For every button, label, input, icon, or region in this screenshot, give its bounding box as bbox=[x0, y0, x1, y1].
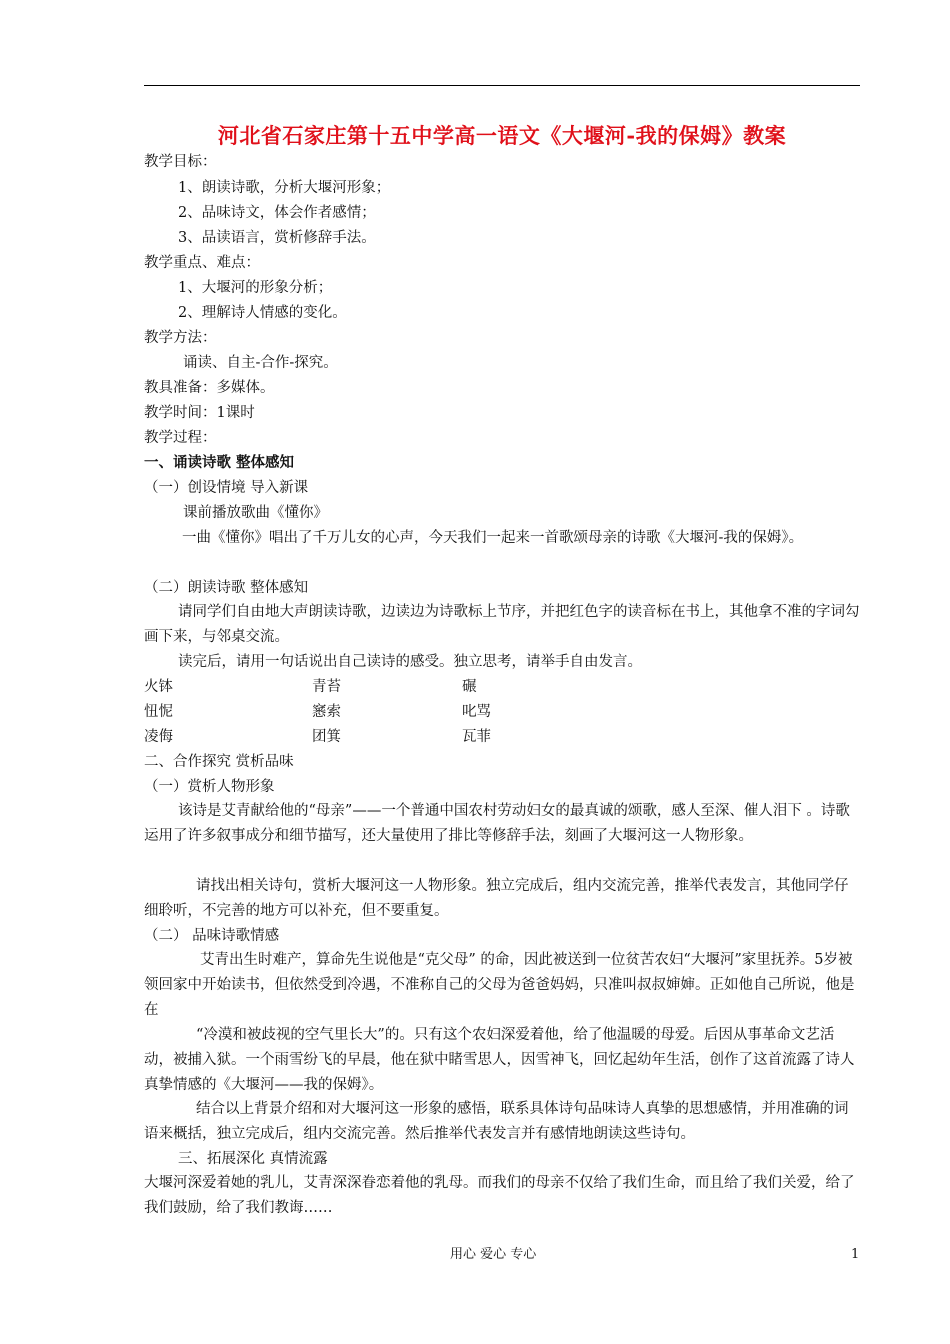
time-line: 教学时间：1课时 bbox=[144, 405, 255, 421]
section-1-heading: 一、诵读诗歌 整体感知 bbox=[144, 454, 295, 471]
paragraph: 请同学们自由地大声朗读诗歌，边读边为诗歌标上节序，并把红色字的读音标在书上，其他拿不准的字词勾画下来，与邻桌交流。 bbox=[144, 604, 860, 645]
key-point-item: 2、理解诗人情感的变化。 bbox=[178, 305, 347, 321]
objective-item: 2、品味诗文，体会作者感情； bbox=[178, 205, 376, 221]
section-2-heading: 二、合作探究 赏析品味 bbox=[144, 754, 294, 770]
objective-item: 1、朗读诗歌，分析大堰河形象； bbox=[178, 180, 391, 196]
key-point-item: 1、大堰河的形象分析； bbox=[178, 280, 333, 296]
paragraph: 读完后，请用一句话说出自己读诗的感受。独立思考，请举手自由发言。 bbox=[178, 654, 642, 670]
paragraph: “冷漠和被歧视的空气里长大”的。只有这个农妇深爱着他，给了他温暖的母爱。后因从事革命文艺活动，被捕入狱。一个雨雪纷飞的早晨，他在狱中睹雪思人，因雪神飞，回忆起幼年生活，创作了这首流露了诗人真挚情感的《大堰河——我的保姆》。 bbox=[144, 1027, 855, 1093]
page-number: 1 bbox=[851, 1247, 860, 1262]
objectives-heading: 教学目标： bbox=[144, 154, 217, 170]
methods-text: 诵读、自主-合作-探究。 bbox=[183, 355, 338, 371]
footer-motto: 用心 爱心 专心 bbox=[450, 1247, 537, 1262]
vocab-word: 瓦菲 bbox=[462, 729, 491, 745]
vocab-word: 忸怩 bbox=[144, 704, 173, 720]
paragraph: 该诗是艾青献给他的“母亲”——一个普通中国农村劳动妇女的最真诚的颂歌，感人至深、催人泪下 。诗歌运用了许多叙事成分和细节描写，还大量使用了排比等修辞手法，刻画了大堰河这一人物形象。 bbox=[144, 803, 850, 844]
paragraph: 大堰河深爱着她的乳儿，艾青深深眷恋着他的乳母。而我们的母亲不仅给了我们生命，而且给了我们关爱，给了我们鼓励，给了我们教诲…… bbox=[144, 1175, 855, 1216]
document-title: 河北省石家庄第十五中学高一语文《大堰河-我的保姆》教案 bbox=[217, 123, 787, 148]
vocab-word: 碾 bbox=[462, 679, 477, 695]
section-1-sub-2: （二）朗读诗歌 整体感知 bbox=[144, 580, 309, 596]
vocab-word: 青苔 bbox=[312, 679, 341, 695]
tools-line: 教具准备：多媒体。 bbox=[144, 380, 275, 396]
methods-heading: 教学方法： bbox=[144, 330, 217, 346]
paragraph: 艾青出生时难产，算命先生说他是“克父母” 的命，因此被送到一位贫苦农妇“大堰河”家里抚养。5岁被领回家中开始读书，但依然受到冷遇，不准称自己的父母为爸爸妈妈，只准叫叔叔婶婶。正如他自己所说，他是在 bbox=[144, 952, 855, 1018]
process-heading: 教学过程： bbox=[144, 430, 217, 446]
vocab-word: 团箕 bbox=[312, 729, 341, 745]
section-3-heading: 三、拓展深化 真情流露 bbox=[178, 1151, 328, 1167]
song-line: 课前播放歌曲《懂你》 bbox=[183, 505, 328, 521]
section-2-sub-1: （一）赏析人物形象 bbox=[144, 779, 275, 795]
paragraph: 请找出相关诗句，赏析大堰河这一人物形象。独立完成后，组内交流完善，推举代表发言，其他同学仔细聆听，不完善的地方可以补充，但不要重复。 bbox=[144, 878, 849, 919]
section-1-sub-1: （一）创设情境 导入新课 bbox=[144, 480, 309, 496]
vocab-word: 火钵 bbox=[144, 679, 173, 695]
vocab-word: 叱骂 bbox=[462, 704, 491, 720]
vocab-word: 凌侮 bbox=[144, 729, 173, 745]
paragraph: 一曲《懂你》唱出了千万儿女的心声，今天我们一起来一首歌颂母亲的诗歌《大堰河-我的保姆》。 bbox=[182, 530, 804, 546]
objective-item: 3、品读语言，赏析修辞手法。 bbox=[178, 230, 376, 246]
key-points-heading: 教学重点、难点： bbox=[144, 255, 260, 271]
section-2-sub-2: （二） 品味诗歌情感 bbox=[144, 928, 280, 944]
paragraph: 结合以上背景介绍和对大堰河这一形象的感悟，联系具体诗句品味诗人真挚的思想感情，并用准确的词语来概括，独立完成后，组内交流完善。然后推举代表发言并有感情地朗读这些诗句。 bbox=[144, 1101, 849, 1142]
vocab-word: 窸索 bbox=[312, 704, 341, 720]
header-rule bbox=[144, 85, 860, 86]
